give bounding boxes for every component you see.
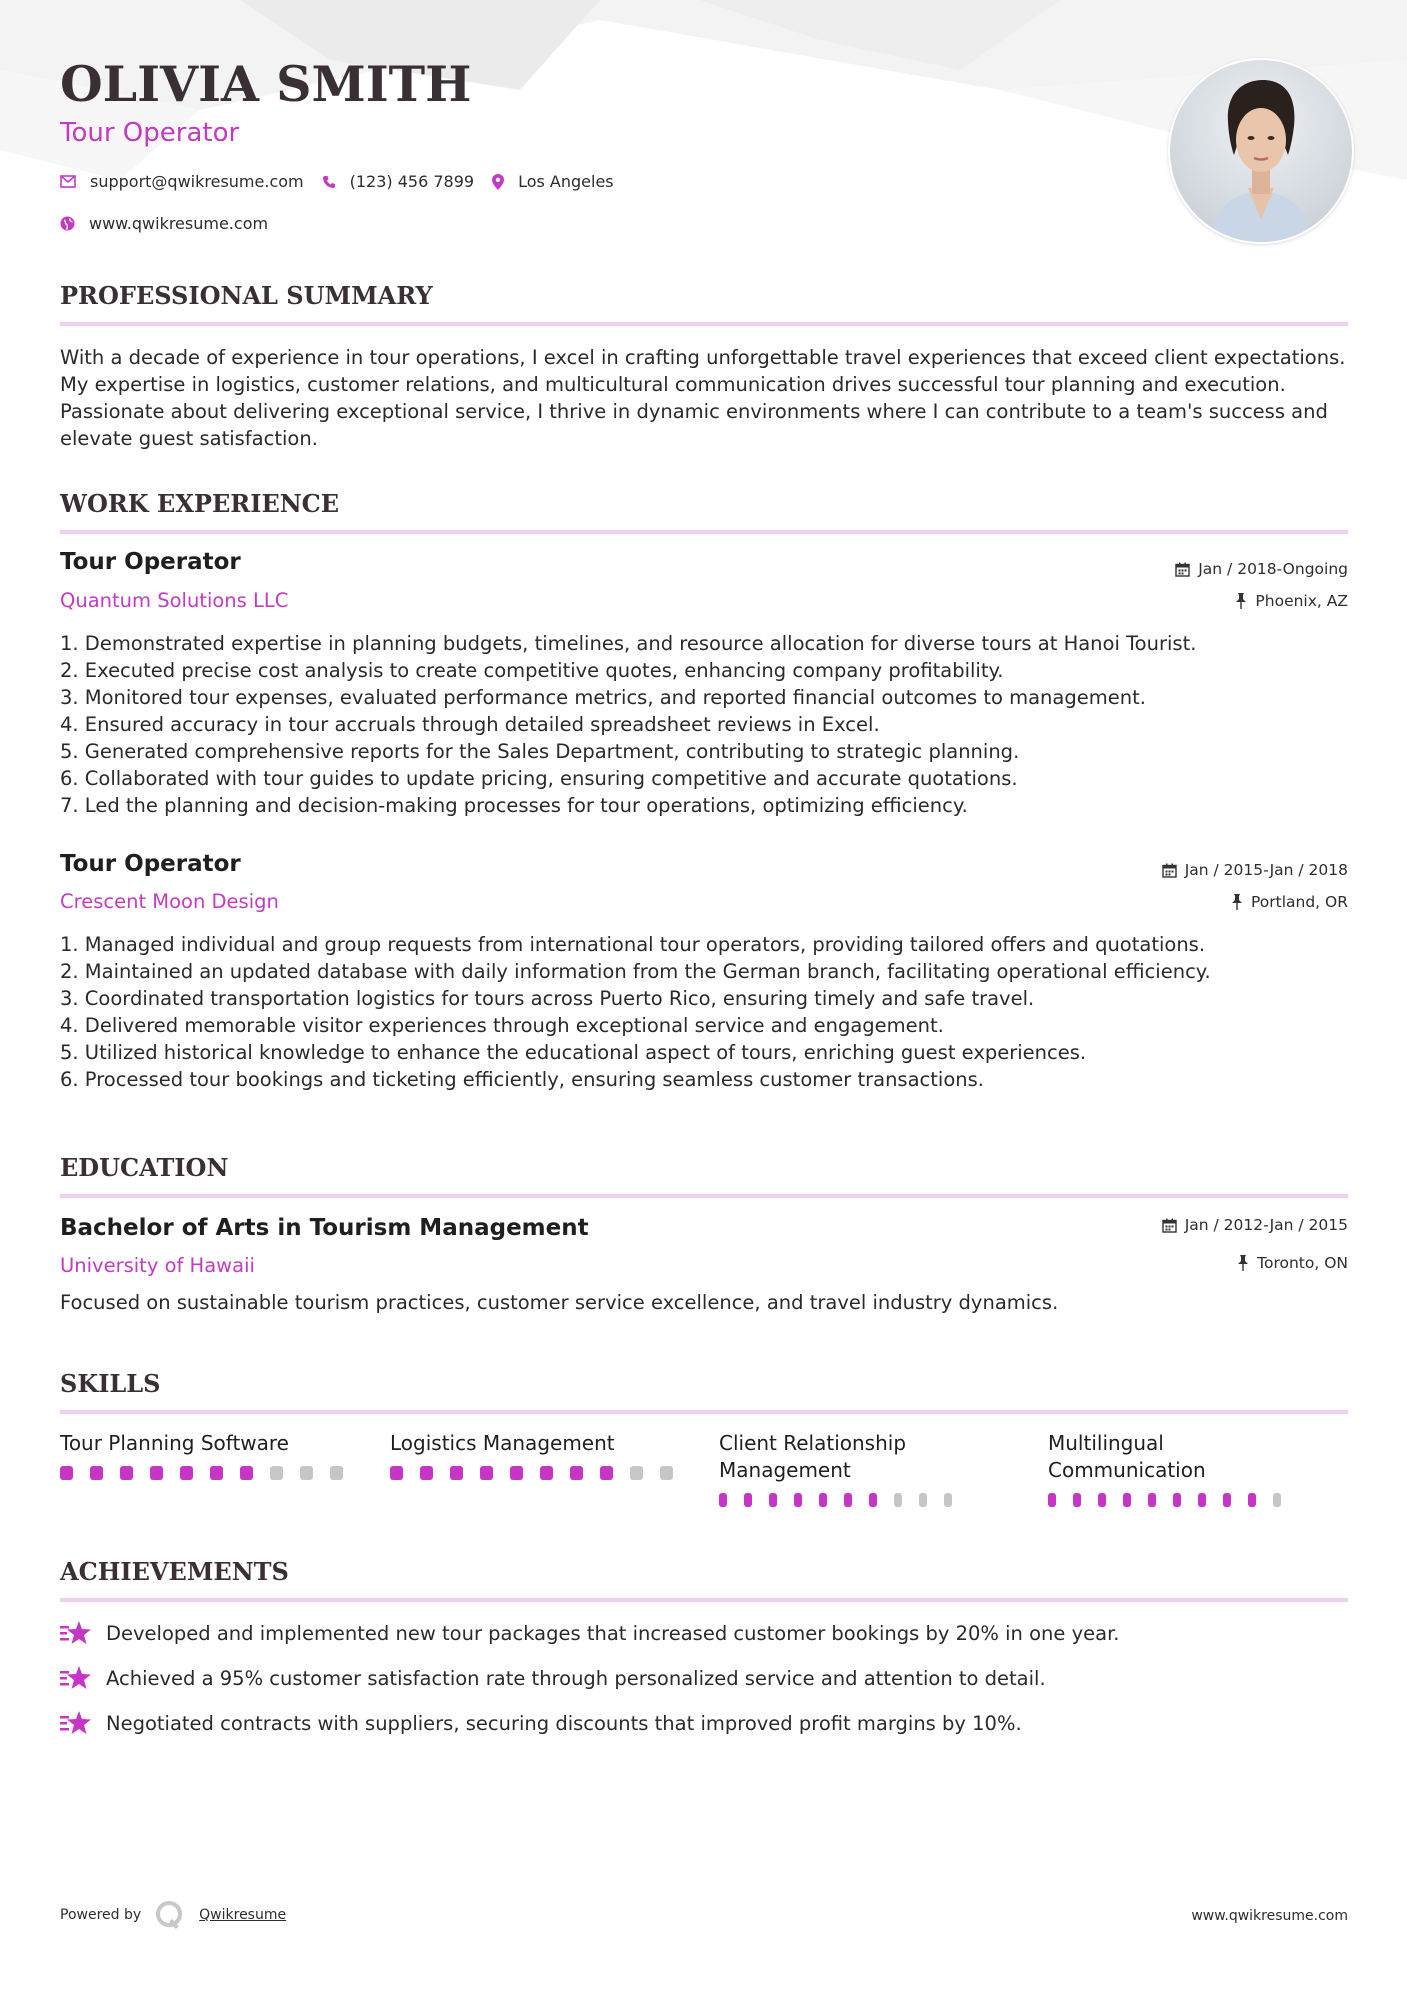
calendar-icon: [1175, 562, 1190, 577]
candidate-role: Tour Operator: [60, 118, 240, 148]
skill-dot-filled: [600, 1466, 613, 1480]
achievement-text: Developed and implemented new tour packages that increased customer bookings by 20% in one year.: [106, 1621, 1120, 1645]
achievement-item: [60, 1620, 1120, 1646]
skill-dot-filled: [1123, 1493, 1131, 1507]
list-item: 5. Generated comprehensive reports for the Sales Department, contributing to strategic planning.: [60, 740, 1020, 763]
skill-rating: [1048, 1493, 1298, 1507]
skill-dot-filled: [570, 1466, 583, 1480]
skill-dot-filled: [1173, 1493, 1181, 1507]
job-dates-text: Jan / 2015-Jan / 2018: [1184, 861, 1348, 879]
skill-dot-empty: [1273, 1493, 1281, 1507]
skill-dot-filled: [844, 1493, 852, 1507]
skill-dot-empty: [894, 1493, 902, 1507]
job-company: Crescent Moon Design: [60, 890, 279, 913]
job-responsibilities: [60, 630, 1348, 819]
skill-dot-filled: [450, 1466, 463, 1480]
summary-heading: PROFESSIONAL SUMMARY: [60, 281, 1348, 326]
skill-dot-empty: [919, 1493, 927, 1507]
skill-dot-filled: [719, 1493, 727, 1507]
summary-text: With a decade of experience in tour operations, I excel in crafting unforgettable travel experiences that exceed client expectations. My expertise in logistics, customer relations, and multicultural communication drives successful tour planning and execution. Passionate about delivering exceptional service, I thrive in dynamic environments where I can contribute to a team's success and elevate guest satisfaction.: [60, 346, 1346, 450]
skill-dot-filled: [240, 1466, 253, 1480]
skill-dot-filled: [210, 1466, 223, 1480]
skill-dot-filled: [60, 1466, 73, 1480]
job-location: [1235, 592, 1348, 610]
pushpin-icon: [1237, 1255, 1249, 1271]
skill-name: Tour Planning Software: [60, 1431, 289, 1455]
job-location: [1231, 893, 1348, 911]
map-pin-icon: [492, 174, 504, 190]
job-location-text: Phoenix, AZ: [1255, 592, 1348, 610]
phone-text: (123) 456 7899: [349, 172, 475, 191]
contact-location: [492, 172, 614, 191]
qwikresume-link[interactable]: Qwikresume: [199, 1907, 287, 1923]
skill-item: [1048, 1430, 1298, 1507]
list-item: 1. Managed individual and group requests from international tour operators, providing tailored offers and quotations.: [60, 933, 1206, 956]
skill-name: Logistics Management: [390, 1431, 615, 1455]
portrait-image: [1170, 60, 1352, 242]
skill-dot-filled: [1223, 1493, 1231, 1507]
skill-rating: [719, 1493, 969, 1507]
skill-dot-filled: [390, 1466, 403, 1480]
list-item: 3. Monitored tour expenses, evaluated performance metrics, and reported financial outcomes to management.: [60, 686, 1146, 709]
job-location-text: Portland, OR: [1250, 893, 1348, 911]
envelope-icon: [60, 175, 76, 188]
job-title: Tour Operator: [60, 549, 241, 575]
job-responsibilities: [60, 931, 1348, 1093]
list-item: 4. Delivered memorable visitor experiences through exceptional service and engagement.: [60, 1014, 944, 1037]
list-item: 2. Maintained an updated database with daily information from the German branch, facilitating operational efficiency.: [60, 960, 1211, 983]
website-text: www.qwikresume.com: [89, 214, 269, 233]
contact-email[interactable]: [60, 172, 304, 191]
skill-dot-empty: [630, 1466, 643, 1480]
profile-photo: [1168, 58, 1354, 244]
education-heading: EDUCATION: [60, 1153, 1348, 1198]
skill-dot-empty: [270, 1466, 283, 1480]
school-name: University of Hawaii: [60, 1254, 255, 1277]
education-location: [1237, 1254, 1348, 1272]
experience-heading: WORK EXPERIENCE: [60, 489, 1348, 534]
footer-powered-by: [60, 1900, 286, 1930]
skill-dot-filled: [1098, 1493, 1106, 1507]
star-badge-icon: [60, 1710, 92, 1736]
degree-title: Bachelor of Arts in Tourism Management: [60, 1215, 589, 1241]
email-text: support@qwikresume.com: [90, 172, 304, 191]
achievement-text: Negotiated contracts with suppliers, securing discounts that improved profit margins by 10%.: [106, 1711, 1022, 1735]
achievements-heading: ACHIEVEMENTS: [60, 1557, 1348, 1602]
skill-item: [60, 1430, 360, 1480]
skill-dot-filled: [510, 1466, 523, 1480]
achievement-item: [60, 1665, 1046, 1691]
list-item: 5. Utilized historical knowledge to enhance the educational aspect of tours, enriching guest experiences.: [60, 1041, 1087, 1064]
achievement-item: [60, 1710, 1022, 1736]
education-dates-text: Jan / 2012-Jan / 2015: [1184, 1216, 1348, 1234]
skill-dot-filled: [150, 1466, 163, 1480]
education-location-text: Toronto, ON: [1257, 1254, 1348, 1272]
list-item: 1. Demonstrated expertise in planning budgets, timelines, and resource allocation for diverse tours at Hanoi Tourist.: [60, 632, 1197, 655]
list-item: 4. Ensured accuracy in tour accruals through detailed spreadsheet reviews in Excel.: [60, 713, 880, 736]
skill-rating: [60, 1466, 360, 1480]
calendar-icon: [1162, 863, 1177, 878]
contact-row: [60, 172, 632, 191]
skill-dot-filled: [819, 1493, 827, 1507]
skill-dot-empty: [330, 1466, 343, 1480]
skill-item: [719, 1430, 969, 1507]
skill-item: [390, 1430, 690, 1480]
skill-dot-filled: [744, 1493, 752, 1507]
achievement-text: Achieved a 95% customer satisfaction rate through personalized service and attention to detail.: [106, 1666, 1046, 1690]
skill-dot-filled: [1148, 1493, 1156, 1507]
education-dates: [1162, 1216, 1348, 1234]
location-text: Los Angeles: [518, 172, 614, 191]
skill-dot-filled: [1198, 1493, 1206, 1507]
candidate-name: OLIVIA SMITH: [60, 55, 472, 113]
calendar-icon: [1162, 1218, 1177, 1233]
skill-dot-filled: [1248, 1493, 1256, 1507]
contact-row-website: [60, 214, 286, 233]
skill-name: Client Relationship Management: [719, 1431, 907, 1482]
list-item: 2. Executed precise cost analysis to create competitive quotes, enhancing company profitability.: [60, 659, 1004, 682]
job-dates: [1162, 861, 1348, 879]
skills-heading: SKILLS: [60, 1369, 1348, 1414]
skill-name: Multilingual Communication: [1048, 1431, 1206, 1482]
job-dates-text: Jan / 2018-Ongoing: [1198, 560, 1348, 578]
star-badge-icon: [60, 1665, 92, 1691]
skill-dot-filled: [869, 1493, 877, 1507]
globe-icon: [60, 216, 75, 231]
job-title: Tour Operator: [60, 851, 241, 877]
phone-icon: [322, 175, 336, 189]
list-item: 6. Processed tour bookings and ticketing efficiently, ensuring seamless customer transactions.: [60, 1068, 984, 1091]
skill-dot-filled: [420, 1466, 433, 1480]
qwikresume-logo-icon: [155, 1900, 185, 1930]
education-description: Focused on sustainable tourism practices, customer service excellence, and travel industry dynamics.: [60, 1291, 1059, 1314]
powered-by-label: Powered by: [60, 1907, 142, 1923]
skill-dot-filled: [1073, 1493, 1081, 1507]
star-badge-icon: [60, 1620, 92, 1646]
skill-dot-filled: [540, 1466, 553, 1480]
skill-dot-filled: [769, 1493, 777, 1507]
contact-phone[interactable]: [322, 172, 474, 191]
job-dates: [1175, 560, 1348, 578]
skill-dot-empty: [944, 1493, 952, 1507]
skill-dot-filled: [180, 1466, 193, 1480]
footer-website[interactable]: www.qwikresume.com: [1191, 1908, 1348, 1924]
skill-dot-filled: [120, 1466, 133, 1480]
job-company: Quantum Solutions LLC: [60, 589, 289, 612]
skill-dot-filled: [90, 1466, 103, 1480]
list-item: 3. Coordinated transportation logistics for tours across Puerto Rico, ensuring timely and safe travel.: [60, 987, 1035, 1010]
skill-dot-filled: [794, 1493, 802, 1507]
skill-rating: [390, 1466, 690, 1480]
pushpin-icon: [1235, 593, 1247, 609]
skill-dot-filled: [1048, 1493, 1056, 1507]
list-item: 6. Collaborated with tour guides to update pricing, ensuring competitive and accurate quotations.: [60, 767, 1018, 790]
list-item: 7. Led the planning and decision-making processes for tour operations, optimizing efficiency.: [60, 794, 968, 817]
pushpin-icon: [1231, 894, 1243, 910]
skill-dot-empty: [660, 1466, 673, 1480]
skill-dot-filled: [480, 1466, 493, 1480]
contact-website[interactable]: [60, 214, 268, 233]
skill-dot-empty: [300, 1466, 313, 1480]
